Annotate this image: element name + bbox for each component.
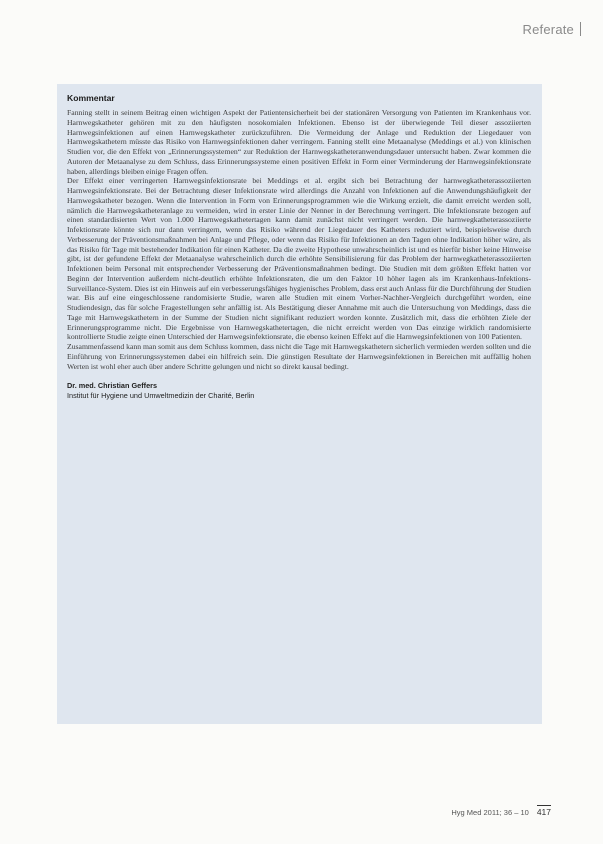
comment-heading: Kommentar: [67, 93, 115, 103]
page-footer: [451, 805, 551, 817]
author-name: Dr. med. Christian Geffers: [67, 381, 158, 391]
author-signature: [67, 381, 531, 401]
author-affiliation: Institut für Hygiene und Umweltmedizin der Charité, Berlin: [67, 391, 255, 401]
section-title: Referate: [522, 21, 574, 37]
comment-box: [57, 84, 542, 724]
comment-paragraph-1: Fanning stellt in seinem Beitrag einen wichtigen Aspekt der Patientensicherheit bei der stationären Versorgung von Patienten im Krankenhaus vor. Harnwegskatheter gehören mit zu den häufigsten nosokomialen Infektionen. Ebenso ist der überwiegende Teil dieser assoziierten Harnwegsinfektionen auf einen Harnwegskatheter zurückzuführen. Die Vermeidung der Anlage und Reduktion der Liegedauer von Harnwegskathetern müsste das Risiko von Harnwegsinfektionen daher verringern. Fanning stellt eine Metaanalyse (Meddings et al.) von klinischen Studien vor, die den Effekt von „Erinnerungssystemen“ zur Reduktion der Harnwegskatheteranwendungsdauer untersucht haben. Zwar kommen die Autoren der Metaanalyse zu dem Schluss, dass Erinnerungssysteme einen positiven Effekt in Form einer Verminderung der Harnwegsinfektionsrate haben, allerdings bleiben einige Fragen offen.: [67, 108, 531, 176]
header-divider: [580, 22, 581, 36]
comment-paragraph-3: Zusammenfassend kann man somit aus dem Schluss kommen, dass nicht die Tage mit Harnwegskathetern sicherlich vermieden werden sollten und die Einführung von Erinnerungssystemen dabei ein hilfreich sein. Die günstigen Resultate der Harnwegsinfektionen in Bereichen mit auffällig hohen Werten ist wohl eher auch über andere Schritte gelungen und nicht so direkt kausal bedingt.: [67, 342, 531, 371]
journal-citation: Hyg Med 2011; 36 – 10: [451, 808, 529, 817]
page-header: [523, 18, 581, 40]
comment-paragraph-2: Der Effekt einer verringerten Harnwegsinfektionsrate bei Meddings et al. ergibt sich bei Betrachtung der harnwegkatheterassoziierten Harnwegsinfektionsrate. Bei der Betrachtung dieser Infektionsrate wird allerdings die Anzahl von Infektionen auf die Anwendungshäufigkeit der Harnwegskatheter bezogen. Wenn die Intervention in Form von Erinnerungsprogrammen wie die Wirkung erzielt, die damit erreicht werden soll, nämlich die Harnwegskatheteranlage zu vermeiden, wird in erster Linie der Nenner in der Berechnung verringert. Die Infektionsrate bezogen auf einen standardisierten Wert von 1.000 Harnwegskathetertagen kann damit zunächst nicht verringert werden. Die harnwegkatheterassoziierte Infektionsrate könnte sich nur dann verringern, wenn das Risiko während der Liegedauer des Katheters reduziert wird, beispielsweise durch Verbesserung der Präventionsmaßnahmen bei Anlage und Pflege, oder wenn das Risiko für Infektionen an den Tagen ohne Indikation höher wäre, als das Risiko für Tage mit bestehender Indikation für einen Katheter. Da die zweite Hypothese unwahrscheinlich ist und es hierfür bisher keine Hinweise gibt, ist der gefundene Effekt der Metaanalyse wahrscheinlich durch die erhöhte Sensibilisierung für das Problem der harnwegkatheterassoziierten Infektionen beim Personal mit entsprechender Verbesserung der Präventionsmaßnahmen bedingt. Die Studien mit dem größten Effekt hatten vor Beginn der Intervention außerdem nicht-deutlich erhöhte Infektionsraten, die um den Faktor 10 höher lagen als im Krankenhaus-Infektions-Surveillance-System. Dies ist ein Hinweis auf ein verbesserungsfähiges hygienisches Problem, dass erst auch Anlass für die Durchführung der Studien war. Bis auf eine eingeschlossene randomisierte Studie, waren alle Studien mit einem Vorher-Nachher-Vergleich durchgeführt worden, eine Studiendesign, das für solche Fragestellungen sehr anfällig ist. Als Bestätigung dieser Annahme mit auch die Untersuchung von Meddings, dass die Tage mit Harnwegskathetern in der Summe der Studien nicht signifikant reduziert worden konnte. Zusätzlich mit, dass die erhöhten Ziele der Erinnerungsprogramme nicht. Die Ergebnisse von Harnwegskathetertagen, die nicht erreicht werden von Das einzige wirklich randomisierte kontrollierte Studie zeigte einen Unterschied der Harnwegsinfektionsrate, die ebenso keinen Effekt auf die Harnwegsinfektionen von 100 Patienten.: [67, 176, 531, 342]
comment-body: [67, 108, 531, 371]
page-number: 417: [536, 807, 551, 817]
